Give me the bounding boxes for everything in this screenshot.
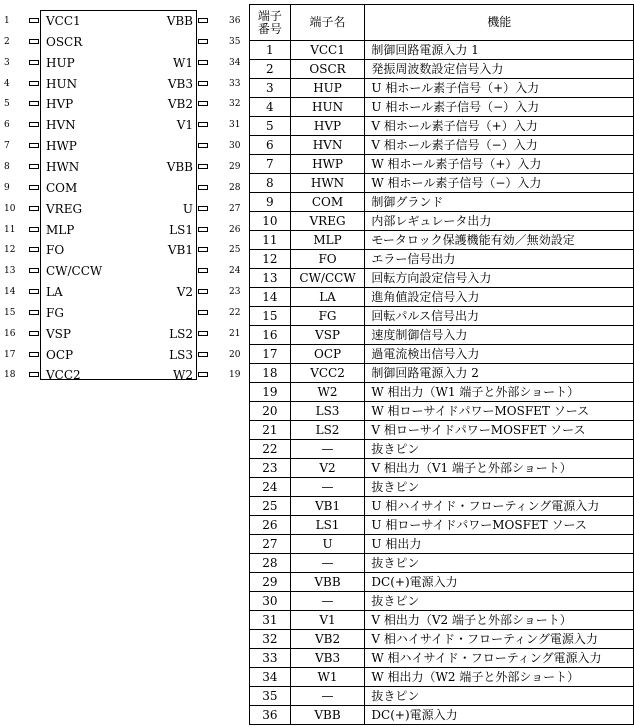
cell-function: W 相ホール素子信号（−）入力 (365, 174, 634, 193)
cell-pin-name: VBB (290, 706, 365, 725)
pin-lead (198, 206, 208, 211)
table-row (250, 41, 634, 60)
table-row (250, 383, 634, 402)
right-pin (0, 282, 240, 302)
table-row (250, 706, 634, 725)
pin-label: LS3 (169, 347, 193, 362)
cell-function: V 相ホール素子信号（−）入力 (365, 136, 634, 155)
pin-number: 12 (4, 245, 16, 256)
cell-pin-name: COM (290, 193, 365, 212)
pin-label: HVP (46, 97, 74, 112)
table-header-row (250, 5, 634, 41)
right-pin (0, 32, 240, 52)
pin-label: W1 (173, 55, 193, 70)
cell-pin-name: VB1 (290, 497, 365, 516)
pin-number: 11 (4, 224, 16, 235)
pin-lead (198, 81, 208, 86)
cell-function: W 相出力（W1 端子と外部ショート） (365, 383, 634, 402)
pin-label: VREG (46, 201, 83, 216)
cell-function: V 相出力（V2 端子と外部ショート） (365, 611, 634, 630)
right-pin (0, 136, 240, 156)
table-row (250, 478, 634, 497)
pin-number: 24 (229, 266, 241, 277)
cell-function: 抜きピン (365, 440, 634, 459)
pin-label: LS2 (169, 326, 193, 341)
table-row (250, 459, 634, 478)
pin-lead (198, 185, 208, 190)
cell-function: W 相ローサイドパワーMOSFET ソース (365, 402, 634, 421)
pin-number: 22 (229, 307, 241, 318)
table-row (250, 668, 634, 687)
cell-pin-name: VCC2 (290, 364, 365, 383)
right-pin (0, 178, 240, 198)
pin-number: 35 (229, 36, 241, 47)
cell-pin-number: 6 (250, 136, 291, 155)
pin-lead (198, 247, 208, 252)
cell-pin-number: 36 (250, 706, 291, 725)
pin-lead (198, 39, 208, 44)
right-pin (0, 11, 240, 31)
cell-pin-name: W1 (290, 668, 365, 687)
cell-function: V 相出力（V1 端子と外部ショート） (365, 459, 634, 478)
pin-lead (198, 352, 208, 357)
cell-pin-number: 10 (250, 212, 291, 231)
pin-label: W2 (173, 368, 193, 383)
cell-pin-number: 35 (250, 687, 291, 706)
pin-number: 16 (4, 328, 16, 339)
pin-label: CW/CCW (46, 264, 103, 279)
pin-number: 13 (4, 266, 16, 277)
pin-label: VCC1 (46, 14, 81, 28)
table-row (250, 136, 634, 155)
table-row (250, 60, 634, 79)
table-row (250, 630, 634, 649)
pin-number: 25 (229, 245, 241, 256)
pin-label: HUN (46, 76, 78, 91)
cell-pin-number: 7 (250, 155, 291, 174)
pin-function-table (249, 4, 634, 725)
pin-number: 32 (229, 99, 241, 110)
right-pin (0, 303, 240, 323)
pin-number: 29 (229, 161, 241, 172)
table-row (250, 117, 634, 136)
pin-lead (198, 331, 208, 336)
cell-pin-number: 4 (250, 98, 291, 117)
pin-number: 10 (4, 203, 16, 214)
cell-pin-number: 9 (250, 193, 291, 212)
pin-label: HWP (46, 139, 77, 154)
pin-label: V2 (176, 285, 193, 300)
pin-number: 2 (4, 36, 10, 47)
cell-pin-number: 14 (250, 288, 291, 307)
table-row (250, 231, 634, 250)
cell-pin-number: 5 (250, 117, 291, 136)
cell-pin-name: LS3 (290, 402, 365, 421)
cell-function: V 相ローサイドパワーMOSFET ソース (365, 421, 634, 440)
table-row (250, 573, 634, 592)
cell-pin-number: 21 (250, 421, 291, 440)
table-row (250, 269, 634, 288)
table-row (250, 497, 634, 516)
table-row (250, 345, 634, 364)
pin-lead (198, 122, 208, 127)
pin-label: OSCR (46, 34, 83, 49)
pin-number: 15 (4, 307, 16, 318)
pin-label: FO (46, 243, 65, 258)
cell-pin-name: HWP (290, 155, 365, 174)
cell-function: エラー信号出力 (365, 250, 634, 269)
cell-function: U 相ハイサイド・フローティング電源入力 (365, 497, 634, 516)
cell-function: 制御回路電源入力 1 (365, 41, 634, 60)
table-row (250, 288, 634, 307)
pin-label: LA (46, 285, 63, 300)
pin-label: OCP (46, 347, 74, 362)
cell-function: 抜きピン (365, 554, 634, 573)
cell-pin-number: 31 (250, 611, 291, 630)
pin-number: 1 (4, 16, 10, 26)
table-row (250, 212, 634, 231)
cell-pin-name: VCC1 (290, 41, 365, 60)
pin-number: 3 (4, 57, 10, 68)
pin-lead (198, 289, 208, 294)
pin-number: 9 (4, 182, 10, 193)
pin-number: 6 (4, 120, 10, 131)
cell-function: 回転パルス信号出力 (365, 307, 634, 326)
pin-number: 17 (4, 349, 16, 360)
table-row (250, 250, 634, 269)
pin-lead (198, 164, 208, 169)
pin-label: LS1 (169, 222, 193, 237)
header-pin-number (250, 5, 291, 41)
table-row (250, 440, 634, 459)
header-pin-number-line2: 番号 (257, 21, 282, 36)
table-row (250, 535, 634, 554)
pin-number: 34 (229, 57, 241, 68)
table-row (250, 307, 634, 326)
pin-number: 8 (4, 161, 10, 172)
pin-label: VB2 (167, 97, 193, 112)
pin-lead (198, 227, 208, 232)
cell-pin-name: LA (290, 288, 365, 307)
cell-pin-number: 17 (250, 345, 291, 364)
header-pin-name: 端子名 (290, 5, 365, 41)
cell-pin-number: 3 (250, 79, 291, 98)
pin-label: VB3 (167, 76, 193, 91)
cell-pin-name: LS2 (290, 421, 365, 440)
pin-label: VB1 (167, 243, 193, 258)
pin-label: VBB (166, 159, 193, 174)
cell-pin-name: CW/CCW (290, 269, 365, 288)
cell-pin-number: 22 (250, 440, 291, 459)
pin-number: 28 (229, 182, 241, 193)
cell-function: U 相ホール素子信号（+）入力 (365, 79, 634, 98)
table-row (250, 79, 634, 98)
cell-pin-number: 13 (250, 269, 291, 288)
cell-function: 進角値設定信号入力 (365, 288, 634, 307)
cell-pin-name: VSP (290, 326, 365, 345)
cell-pin-number: 16 (250, 326, 291, 345)
cell-function: 制御グランド (365, 193, 634, 212)
cell-pin-name: FG (290, 307, 365, 326)
cell-pin-name: HUN (290, 98, 365, 117)
cell-function: 制御回路電源入力 2 (365, 364, 634, 383)
cell-pin-name: VBB (290, 573, 365, 592)
cell-pin-name: HVN (290, 136, 365, 155)
cell-pin-name: HVP (290, 117, 365, 136)
table-row (250, 364, 634, 383)
cell-pin-name: OCP (290, 345, 365, 364)
table-row (250, 193, 634, 212)
pin-label: U (182, 201, 193, 216)
cell-pin-number: 27 (250, 535, 291, 554)
cell-pin-number: 11 (250, 231, 291, 250)
cell-function: W 相ハイサイド・フローティング電源入力 (365, 649, 634, 668)
cell-pin-number: 2 (250, 60, 291, 79)
cell-function: W 相出力（W2 端子と外部ショート） (365, 668, 634, 687)
cell-function: U 相ホール素子信号（−）入力 (365, 98, 634, 117)
right-pin (0, 199, 240, 219)
pin-number: 23 (229, 287, 241, 298)
table-row (250, 155, 634, 174)
pin-label: HVN (46, 118, 76, 133)
header-function: 機能 (365, 5, 634, 41)
pin-lead (198, 372, 208, 377)
pin-number: 21 (229, 328, 241, 339)
pin-lead (198, 60, 208, 65)
cell-pin-name: MLP (290, 231, 365, 250)
cell-pin-number: 24 (250, 478, 291, 497)
cell-pin-name: VB3 (290, 649, 365, 668)
cell-pin-name: — (290, 554, 365, 573)
table-row (250, 687, 634, 706)
cell-pin-number: 30 (250, 592, 291, 611)
cell-function: 回転方向設定信号入力 (365, 269, 634, 288)
cell-pin-name: — (290, 478, 365, 497)
cell-pin-number: 26 (250, 516, 291, 535)
pin-number: 14 (4, 287, 16, 298)
pin-lead (198, 18, 208, 23)
cell-function: モータロック保護機能有効／無効設定 (365, 231, 634, 250)
pin-number: 27 (229, 203, 241, 214)
cell-pin-name: W2 (290, 383, 365, 402)
right-pin (0, 157, 240, 177)
right-pin (0, 324, 240, 344)
pin-label: V1 (176, 118, 193, 133)
pin-lead (198, 310, 208, 315)
cell-pin-number: 34 (250, 668, 291, 687)
pin-number: 26 (229, 224, 241, 235)
pin-number: 33 (229, 78, 241, 89)
cell-function: W 相ホール素子信号（+）入力 (365, 155, 634, 174)
table-body (250, 41, 634, 725)
cell-function: 速度制御信号入力 (365, 326, 634, 345)
cell-pin-number: 23 (250, 459, 291, 478)
cell-pin-name: V1 (290, 611, 365, 630)
pin-lead (198, 143, 208, 148)
pin-label: VCC2 (46, 368, 81, 383)
cell-pin-number: 18 (250, 364, 291, 383)
table-row (250, 421, 634, 440)
right-pin (0, 220, 240, 240)
cell-pin-name: U (290, 535, 365, 554)
cell-function: U 相ローサイドパワーMOSFET ソース (365, 516, 634, 535)
right-pin (0, 240, 240, 260)
cell-pin-number: 32 (250, 630, 291, 649)
pin-number: 20 (229, 349, 241, 360)
cell-pin-name: — (290, 687, 365, 706)
pin-number: 19 (229, 370, 241, 381)
cell-pin-number: 12 (250, 250, 291, 269)
table-row (250, 98, 634, 117)
table-row (250, 611, 634, 630)
cell-function: 抜きピン (365, 687, 634, 706)
cell-pin-name: LS1 (290, 516, 365, 535)
pin-label: VSP (46, 326, 71, 341)
cell-function: DC(+)電源入力 (365, 706, 634, 725)
cell-function: 過電流検出信号入力 (365, 345, 634, 364)
cell-pin-number: 19 (250, 383, 291, 402)
cell-pin-number: 25 (250, 497, 291, 516)
cell-pin-number: 33 (250, 649, 291, 668)
pin-label: MLP (46, 222, 75, 237)
pin-number: 7 (4, 141, 10, 152)
pin-number: 5 (4, 99, 10, 110)
right-pin (0, 115, 240, 135)
right-pin (0, 94, 240, 114)
right-pin (0, 345, 240, 365)
right-pin (0, 365, 240, 385)
table-row (250, 402, 634, 421)
table-row (250, 554, 634, 573)
pin-number: 31 (229, 120, 241, 131)
cell-function: 発振周波数設定信号入力 (365, 60, 634, 79)
cell-function: DC(+)電源入力 (365, 573, 634, 592)
pin-number: 36 (229, 16, 241, 26)
cell-pin-number: 15 (250, 307, 291, 326)
cell-function: U 相出力 (365, 535, 634, 554)
right-pin (0, 261, 240, 281)
pin-number: 4 (4, 78, 10, 89)
cell-pin-name: — (290, 592, 365, 611)
cell-function: 抜きピン (365, 478, 634, 497)
table-row (250, 592, 634, 611)
pin-label: HWN (46, 159, 80, 174)
right-pin (0, 53, 240, 73)
pin-number: 18 (4, 370, 16, 381)
cell-pin-name: OSCR (290, 60, 365, 79)
cell-pin-name: V2 (290, 459, 365, 478)
ic-pin-diagram (0, 0, 240, 382)
cell-pin-name: HWN (290, 174, 365, 193)
right-pin (0, 74, 240, 94)
cell-function: 抜きピン (365, 592, 634, 611)
cell-pin-number: 20 (250, 402, 291, 421)
table-row (250, 649, 634, 668)
table-row (250, 516, 634, 535)
cell-pin-number: 29 (250, 573, 291, 592)
cell-pin-name: VB2 (290, 630, 365, 649)
cell-pin-number: 28 (250, 554, 291, 573)
cell-pin-name: HUP (290, 79, 365, 98)
pin-label: VBB (166, 14, 193, 28)
pin-lead (198, 101, 208, 106)
cell-function: V 相ホール素子信号（+）入力 (365, 117, 634, 136)
cell-pin-name: VREG (290, 212, 365, 231)
pin-label: COM (46, 180, 78, 195)
table-row (250, 326, 634, 345)
table-row (250, 174, 634, 193)
pin-label: HUP (46, 55, 75, 70)
pin-lead (198, 268, 208, 273)
cell-function: V 相ハイサイド・フローティング電源入力 (365, 630, 634, 649)
cell-pin-name: — (290, 440, 365, 459)
cell-pin-number: 1 (250, 41, 291, 60)
cell-pin-number: 8 (250, 174, 291, 193)
header-pin-number-line1: 端子 (257, 8, 282, 23)
pin-label: FG (46, 305, 64, 320)
cell-pin-name: FO (290, 250, 365, 269)
pin-number: 30 (229, 141, 241, 152)
cell-function: 内部レギュレータ出力 (365, 212, 634, 231)
